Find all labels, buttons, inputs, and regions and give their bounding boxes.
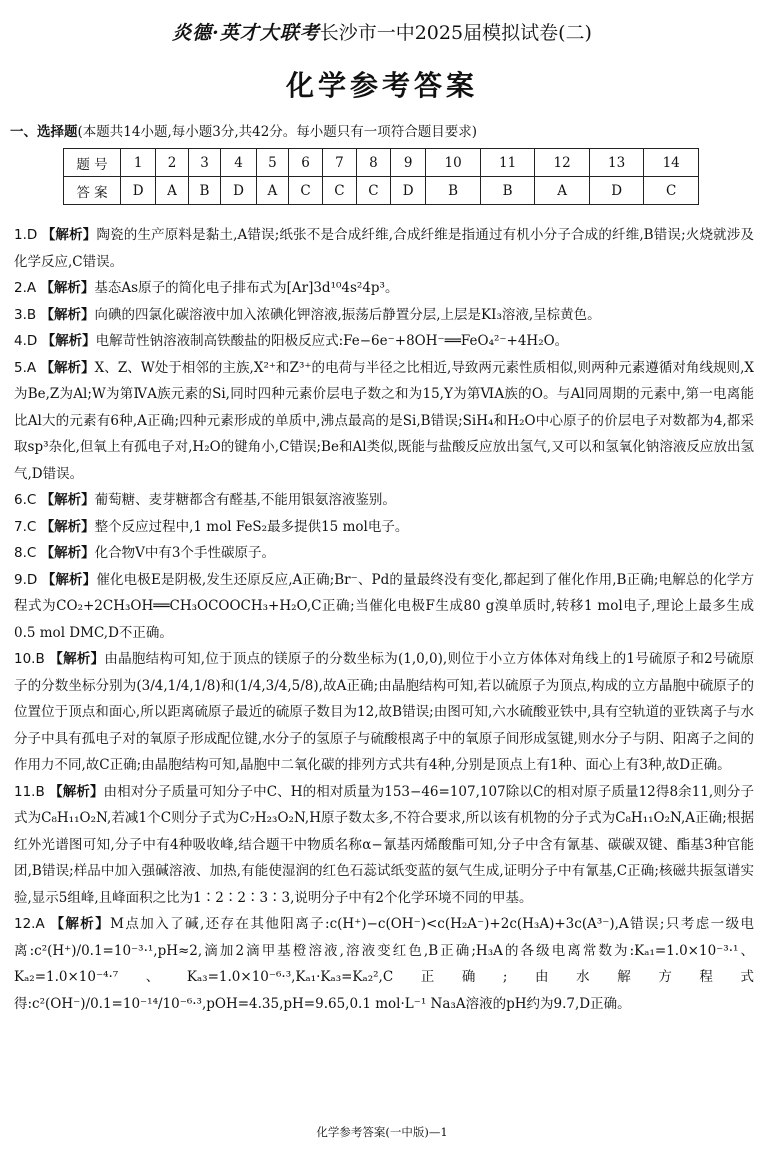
item-number-answer: 9.D [14, 571, 38, 588]
item-number-answer: 3.B [14, 306, 37, 323]
item-number-answer: 5.A [14, 359, 37, 376]
analysis-tag: 【解析】 [40, 545, 95, 561]
explanation-text: X、Z、W处于相邻的主族,X²⁺和Z³⁺的电荷与半径之比相近,导致两元素性质相似,则两种元素遵循对角线规则,X为Be,Z为Al;W为第ⅣA族元素的Si,同时四种元素价层电子数之和为15,Y为第ⅥA族的O。与Al同周期的元素中,第一电离能比Al大的元素有6种,A正确;四种元素形成的单质中,沸点最高的是Si,B错误;SiH₄和H₂O中心原子的价层电子对数都为4,都采取sp³杂化,但氧上有孤电子对,H₂O的键角小,C错误;Be和Al类似,既能与盐酸反应放出氢气,又可以和氢氧化钠溶液反应放出氢气,D错误。 [14, 359, 755, 482]
explanation-text: 葡萄糖、麦芽糖都含有醛基,不能用银氨溶液鉴别。 [94, 492, 396, 508]
row-label-number: 题 号 [64, 149, 121, 177]
answer-cell: B [188, 177, 221, 205]
explanation-text: 由相对分子质量可知分子中C、H的相对质量为153−46=107,107除以C的相对原子质量12得8余11,则分子式为C₈H₁₁O₂N,若减1个C则分子式为C₇H₂₃O₂N,H原子数太多,不符合要求,所以该有机物的分子式为C₈H₁₁O₂N,A正确;根据红外光谱图可知,分子中有4种吸收峰,结合题干中物质名称α−氰基丙烯酸酯可知,分子中含有氰基、碳碳双键、酯基3种官能团,B错误;样品中加入强碱溶液、加热,有能使湿润的红色石蕊试纸变蓝的氨气生成,证明分子中有氰基,C正确;核磁共振氢谱实验,显示5组峰,且峰面积之比为1∶2∶2∶3∶3,说明分子中有2个化学环境不同的甲基。 [14, 783, 755, 906]
explanation-item [14, 275, 754, 302]
explanation-list [14, 222, 754, 1017]
item-number-answer: 1.D [14, 227, 38, 243]
explanation-item [14, 540, 754, 567]
analysis-tag: 【解析】 [41, 571, 97, 588]
answer-cell: A [535, 177, 590, 205]
analysis-tag: 【解析】 [49, 783, 104, 800]
explanation-text: 化合物Ⅴ中有3个手性碳原子。 [94, 545, 275, 561]
question-number-row [64, 149, 699, 177]
analysis-tag: 【解析】 [41, 333, 96, 349]
explanation-text: 向碘的四氯化碳溶液中加入浓碘化钾溶液,振荡后静置分层,上层是KI₃溶液,呈棕黄色。 [94, 306, 601, 323]
explanation-item [14, 779, 754, 912]
answer-cell: C [289, 177, 323, 205]
question-number-cell: 10 [426, 149, 481, 177]
explanation-item [14, 911, 754, 1017]
answer-cell: D [121, 177, 156, 205]
question-number-cell: 4 [221, 149, 256, 177]
row-label-answer: 答 案 [64, 177, 121, 205]
answer-cell: C [322, 177, 356, 205]
exam-header [0, 18, 764, 45]
exam-name: 长沙市一中2025届模拟试卷(二) [319, 22, 592, 44]
answer-cell: B [426, 177, 481, 205]
page-title: 化学参考答案 [285, 69, 478, 102]
analysis-tag: 【解析】 [40, 280, 95, 296]
question-number-cell: 1 [121, 149, 156, 177]
answer-cell: A [256, 177, 288, 205]
section-title: 一、选择题 [10, 124, 78, 140]
explanation-item [14, 514, 754, 541]
explanation-text: 由晶胞结构可知,位于顶点的镁原子的分数坐标为(1,0,0),则位于小立方体体对角线上的1号硫原子和2号硫原子的分数坐标分别为(3/4,1/4,1/8)和(1/4,3/4,5/8),故A正确;由晶胞结构可知,若以硫原子为顶点,构成的立方晶胞中硫原子的位置位于顶点和面心,所以距离硫原子最近的硫原子数目为12,故B错误;由图可知,六水硫酸亚铁中,具有空轨道的亚铁离子与水分子中具有孤电子对的氧原子形成配位键,水分子的氢原子与硫酸根离子中的氧原子间形成氢键,则水分子与阴、阳离子之间的作用力不同,故C正确;由晶胞结构可知,晶胞中二氧化碳的排列方式共有4种,分别是顶点上有1种、面心上有3种,故D正确。 [14, 651, 754, 773]
explanation-item [14, 302, 754, 329]
analysis-tag: 【解析】 [40, 306, 95, 323]
explanation-item [14, 567, 754, 647]
item-number-answer: 2.A [14, 280, 37, 296]
question-number-cell: 3 [188, 149, 221, 177]
explanation-item [14, 487, 754, 514]
explanation-text: 陶瓷的生产原料是黏土,A错误;纸张不是合成纤维,合成纤维是指通过有机小分子合成的纤维,B错误;火烧就涉及化学反应,C错误。 [14, 227, 754, 270]
answer-cell: C [356, 177, 390, 205]
question-number-cell: 8 [356, 149, 390, 177]
question-number-cell: 6 [289, 149, 323, 177]
answer-cell: C [644, 177, 699, 205]
item-number-answer: 7.C [14, 518, 37, 535]
page-footer: 化学参考答案(一中版)—1 [316, 1125, 448, 1139]
analysis-tag: 【解析】 [40, 518, 95, 535]
question-number-cell: 9 [390, 149, 425, 177]
question-number-cell: 14 [644, 149, 699, 177]
item-number-answer: 8.C [14, 545, 37, 561]
analysis-tag: 【解析】 [40, 359, 95, 376]
analysis-tag: 【解析】 [49, 651, 105, 667]
question-number-cell: 2 [156, 149, 188, 177]
item-number-answer: 10.B [14, 651, 45, 667]
exam-brand: 炎德·英才大联考 [172, 22, 320, 44]
analysis-tag: 【解析】 [41, 227, 97, 243]
item-number-answer: 6.C [14, 492, 37, 508]
answer-table [63, 148, 699, 205]
item-number-answer: 4.D [14, 333, 38, 349]
explanation-item [14, 646, 754, 779]
section-heading [10, 120, 477, 140]
question-number-cell: 13 [589, 149, 644, 177]
answer-cell: D [589, 177, 644, 205]
answer-row [64, 177, 699, 205]
item-number-answer: 12.A [14, 916, 45, 932]
explanation-text: 催化电极E是阴极,发生还原反应,A正确;Br⁻、Pd的量最终没有变化,都起到了催化作用,B正确;电解总的化学方程式为CO₂+2CH₃OH══CH₃OCOOCH₃+H₂O,C正确;当催化电极F生成80 g溴单质时,转移1 mol电子,理论上最多生成0.5 mol DMC,D不正确。 [14, 571, 755, 641]
explanation-item [14, 222, 754, 275]
question-number-cell: 11 [480, 149, 535, 177]
explanation-text: 电解苛性钠溶液制高铁酸盐的阳极反应式:Fe−6e⁻+8OH⁻══FeO₄²⁻+4H₂O。 [95, 333, 569, 349]
answer-cell: B [480, 177, 535, 205]
explanation-text: 整个反应过程中,1 mol FeS₂最多提供15 mol电子。 [94, 518, 409, 535]
answer-cell: A [156, 177, 188, 205]
explanation-item [14, 355, 754, 488]
answer-cell: D [390, 177, 425, 205]
answer-cell: D [221, 177, 256, 205]
question-number-cell: 12 [535, 149, 590, 177]
explanation-text: 基态As原子的简化电子排布式为[Ar]3d¹⁰4s²4p³。 [94, 280, 399, 296]
explanation-text: M点加入了碱,还存在其他阳离子:c(H⁺)−c(OH⁻)<c(H₂A⁻)+2c(H₃A)+3c(A³⁻),A错误;只考虑一级电离:c²(H⁺)/0.1=10⁻³·¹,pH≈2,滴加2滴甲基橙溶液,溶液变红色,B正确;H₃A的各级电离常数为:Kₐ₁=1.0×10⁻³·¹、Kₐ₂=1.0×10⁻⁴·⁷、Kₐ₃=1.0×10⁻⁶·³,Kₐ₁·Kₐ₃=Kₐ₂²,C正确;由水解方程式得:c²(OH⁻)/0.1=10⁻¹⁴/10⁻⁶·³,pOH=4.35,pH=9.65,0.1 mol·L⁻¹ Na₃A溶液的pH约为9.7,D正确。 [14, 916, 755, 1012]
question-number-cell: 7 [322, 149, 356, 177]
explanation-item [14, 328, 754, 355]
item-number-answer: 11.B [14, 783, 45, 800]
question-number-cell: 5 [256, 149, 288, 177]
section-note: (本题共14小题,每小题3分,共42分。每小题只有一项符合题目要求) [77, 124, 478, 140]
analysis-tag: 【解析】 [40, 492, 95, 508]
analysis-tag: 【解析】 [50, 916, 111, 932]
